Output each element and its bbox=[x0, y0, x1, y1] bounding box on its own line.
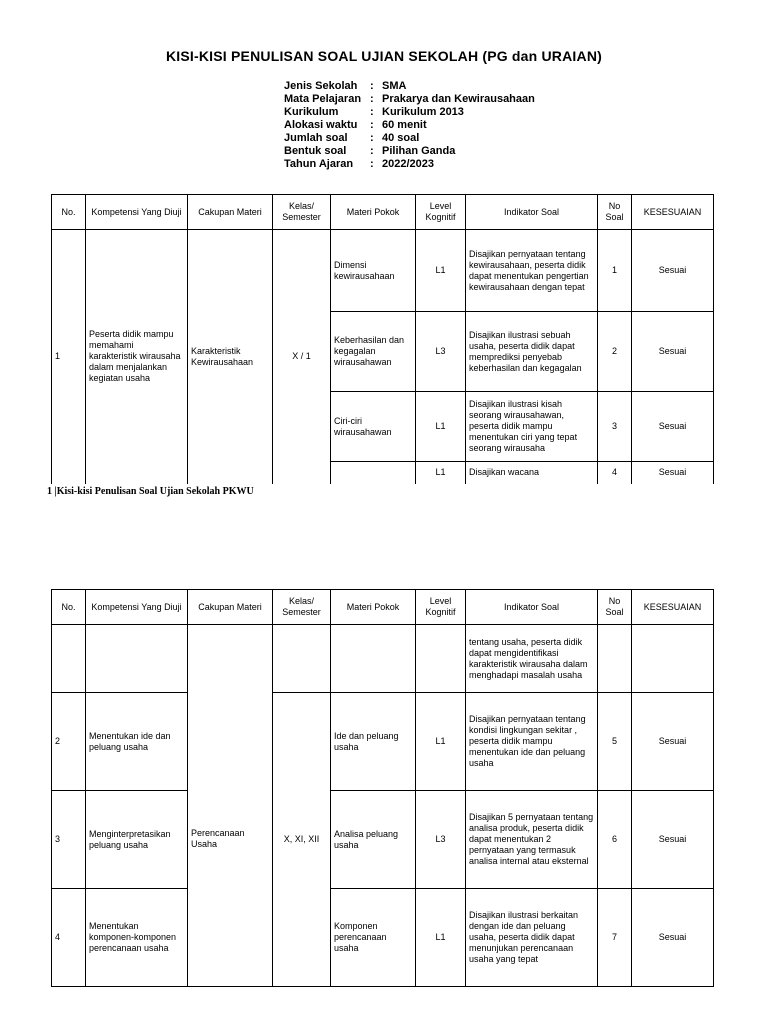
header-scope: Cakupan Materi bbox=[188, 195, 273, 230]
table-row bbox=[52, 625, 714, 693]
cell-indicator: Disajikan ilustrasi sebuah usaha, peserta didik dapat memprediksi penyebab keberhasilan dan kegagalan bbox=[466, 312, 598, 392]
cell-competency: Menentukan ide dan peluang usaha bbox=[86, 693, 188, 791]
table-header-row bbox=[52, 195, 714, 230]
cell-indicator: Disajikan ilustrasi kisah seorang wirausahawan, peserta didik mampu menentukan ciri yang tepat seorang wirausaha bbox=[466, 392, 598, 462]
header-indicator: Indikator Soal bbox=[466, 195, 598, 230]
meta-row-question-form bbox=[284, 145, 535, 158]
header-no: No. bbox=[52, 195, 86, 230]
cell-question-no: 7 bbox=[598, 889, 632, 987]
meta-label: Bentuk soal bbox=[284, 145, 347, 157]
cell-scope: Perencanaan Usaha bbox=[188, 693, 273, 987]
cell-question-no bbox=[598, 625, 632, 693]
cell-question-no: 4 bbox=[598, 462, 632, 484]
cell-no: 4 bbox=[52, 889, 86, 987]
meta-value: Pilihan Ganda bbox=[382, 145, 456, 157]
meta-row-academic-year bbox=[284, 158, 535, 171]
table-row bbox=[52, 791, 714, 889]
document-meta bbox=[284, 80, 535, 171]
meta-row-curriculum bbox=[284, 106, 535, 119]
meta-label: Tahun Ajaran bbox=[284, 158, 354, 170]
meta-row-subject bbox=[284, 93, 535, 106]
page-footer: 1 |Kisi-kisi Penulisan Soal Ujian Sekolah PKWU bbox=[47, 486, 254, 497]
meta-colon: : bbox=[370, 106, 374, 118]
cell-indicator: Disajikan pernyataan tentang kewirausahaan, peserta didik dapat menentukan pengertian kewirausahaan dengan tepat bbox=[466, 230, 598, 312]
cell-conformity: Sesuai bbox=[632, 312, 714, 392]
header-scope: Cakupan Materi bbox=[188, 590, 273, 625]
table-row bbox=[52, 889, 714, 987]
cell-no bbox=[52, 625, 86, 693]
meta-colon: : bbox=[370, 145, 374, 157]
header-level: Level Kognitif bbox=[416, 195, 466, 230]
header-indicator: Indikator Soal bbox=[466, 590, 598, 625]
meta-colon: : bbox=[370, 93, 374, 105]
cell-question-no: 1 bbox=[598, 230, 632, 312]
cell-competency: Peserta didik mampu memahami karakteristik wirausaha dalam menjalankan kegiatan usaha bbox=[86, 230, 188, 484]
cell-level: L1 bbox=[416, 230, 466, 312]
cell-indicator: tentang usaha, peserta didik dapat mengidentifikasi karakteristik wirausaha dalam menghadapi masalah usaha bbox=[466, 625, 598, 693]
meta-value: 40 soal bbox=[382, 132, 420, 144]
meta-value: 2022/2023 bbox=[382, 158, 434, 170]
cell-indicator: Disajikan pernyataan tentang kondisi lingkungan sekitar , peserta didik mampu menentukan ide dan peluang usaha bbox=[466, 693, 598, 791]
header-class: Kelas/ Semester bbox=[273, 590, 331, 625]
cell-class: X, XI, XII bbox=[273, 693, 331, 987]
cell-conformity: Sesuai bbox=[632, 230, 714, 312]
meta-colon: : bbox=[370, 132, 374, 144]
meta-label: Alokasi waktu bbox=[284, 119, 358, 131]
cell-scope bbox=[188, 625, 273, 693]
meta-value: Prakarya dan Kewirausahaan bbox=[382, 93, 535, 105]
cell-level: L3 bbox=[416, 312, 466, 392]
header-class: Kelas/ Semester bbox=[273, 195, 331, 230]
cell-level: L1 bbox=[416, 889, 466, 987]
cell-conformity: Sesuai bbox=[632, 791, 714, 889]
header-material: Materi Pokok bbox=[331, 195, 416, 230]
cell-level bbox=[416, 625, 466, 693]
cell-conformity bbox=[632, 625, 714, 693]
cell-no: 2 bbox=[52, 693, 86, 791]
cell-question-no: 6 bbox=[598, 791, 632, 889]
grid-table-page-1 bbox=[51, 194, 714, 484]
header-competency: Kompetensi Yang Diuji bbox=[86, 590, 188, 625]
cell-level: L3 bbox=[416, 791, 466, 889]
cell-conformity: Sesuai bbox=[632, 693, 714, 791]
cell-no: 1 bbox=[52, 230, 86, 484]
table-row bbox=[52, 693, 714, 791]
meta-colon: : bbox=[370, 119, 374, 131]
cell-scope: Karakteristik Kewirausahaan bbox=[188, 230, 273, 484]
meta-row-school-type bbox=[284, 80, 535, 93]
cell-class: X / 1 bbox=[273, 230, 331, 484]
meta-row-question-count bbox=[284, 132, 535, 145]
cell-class bbox=[273, 625, 331, 693]
cell-indicator: Disajikan wacana bbox=[466, 462, 598, 484]
cell-material bbox=[331, 625, 416, 693]
cell-material: Dimensi kewirausahaan bbox=[331, 230, 416, 312]
header-conformity: KESESUAIAN bbox=[632, 195, 714, 230]
cell-material: Analisa peluang usaha bbox=[331, 791, 416, 889]
cell-material: Ciri-ciri wirausahawan bbox=[331, 392, 416, 462]
cell-material: Keberhasilan dan kegagalan wirausahawan bbox=[331, 312, 416, 392]
cell-material: Komponen perencanaan usaha bbox=[331, 889, 416, 987]
cell-conformity: Sesuai bbox=[632, 392, 714, 462]
meta-value: SMA bbox=[382, 80, 407, 92]
cell-question-no: 5 bbox=[598, 693, 632, 791]
header-question-no: No Soal bbox=[598, 195, 632, 230]
meta-label: Jumlah soal bbox=[284, 132, 348, 144]
cell-competency: Menentukan komponen-komponen perencanaan usaha bbox=[86, 889, 188, 987]
cell-material: Ide dan peluang usaha bbox=[331, 693, 416, 791]
cell-question-no: 2 bbox=[598, 312, 632, 392]
cell-question-no: 3 bbox=[598, 392, 632, 462]
cell-level: L1 bbox=[416, 462, 466, 484]
table-row bbox=[52, 230, 714, 312]
cell-competency: Menginterpretasikan peluang usaha bbox=[86, 791, 188, 889]
cell-indicator: Disajikan ilustrasi berkaitan dengan ide dan peluang usaha, peserta didik dapat menunjukan perencanaan usaha yang tepat bbox=[466, 889, 598, 987]
meta-colon: : bbox=[370, 80, 374, 92]
document-title: KISI-KISI PENULISAN SOAL UJIAN SEKOLAH (PG dan URAIAN) bbox=[165, 48, 603, 64]
header-conformity: KESESUAIAN bbox=[632, 590, 714, 625]
cell-indicator: Disajikan 5 pernyataan tentang analisa produk, peserta didik dapat menentukan 2 pernyataan yang termasuk analisa internal atau eksternal bbox=[466, 791, 598, 889]
header-material: Materi Pokok bbox=[331, 590, 416, 625]
header-question-no: No Soal bbox=[598, 590, 632, 625]
meta-colon: : bbox=[370, 158, 374, 170]
cell-level: L1 bbox=[416, 693, 466, 791]
header-level: Level Kognitif bbox=[416, 590, 466, 625]
cell-conformity: Sesuai bbox=[632, 462, 714, 484]
meta-value: 60 menit bbox=[382, 119, 427, 131]
header-competency: Kompetensi Yang Diuji bbox=[86, 195, 188, 230]
cell-conformity: Sesuai bbox=[632, 889, 714, 987]
meta-value: Kurikulum 2013 bbox=[382, 106, 464, 118]
cell-no: 3 bbox=[52, 791, 86, 889]
table-header-row bbox=[52, 590, 714, 625]
meta-label: Mata Pelajaran bbox=[284, 93, 362, 105]
cell-material bbox=[331, 462, 416, 484]
grid-table-page-2 bbox=[51, 589, 714, 987]
cell-level: L1 bbox=[416, 392, 466, 462]
meta-row-time bbox=[284, 119, 535, 132]
cell-competency bbox=[86, 625, 188, 693]
meta-label: Kurikulum bbox=[284, 106, 339, 118]
meta-label: Jenis Sekolah bbox=[284, 80, 358, 92]
header-no: No. bbox=[52, 590, 86, 625]
